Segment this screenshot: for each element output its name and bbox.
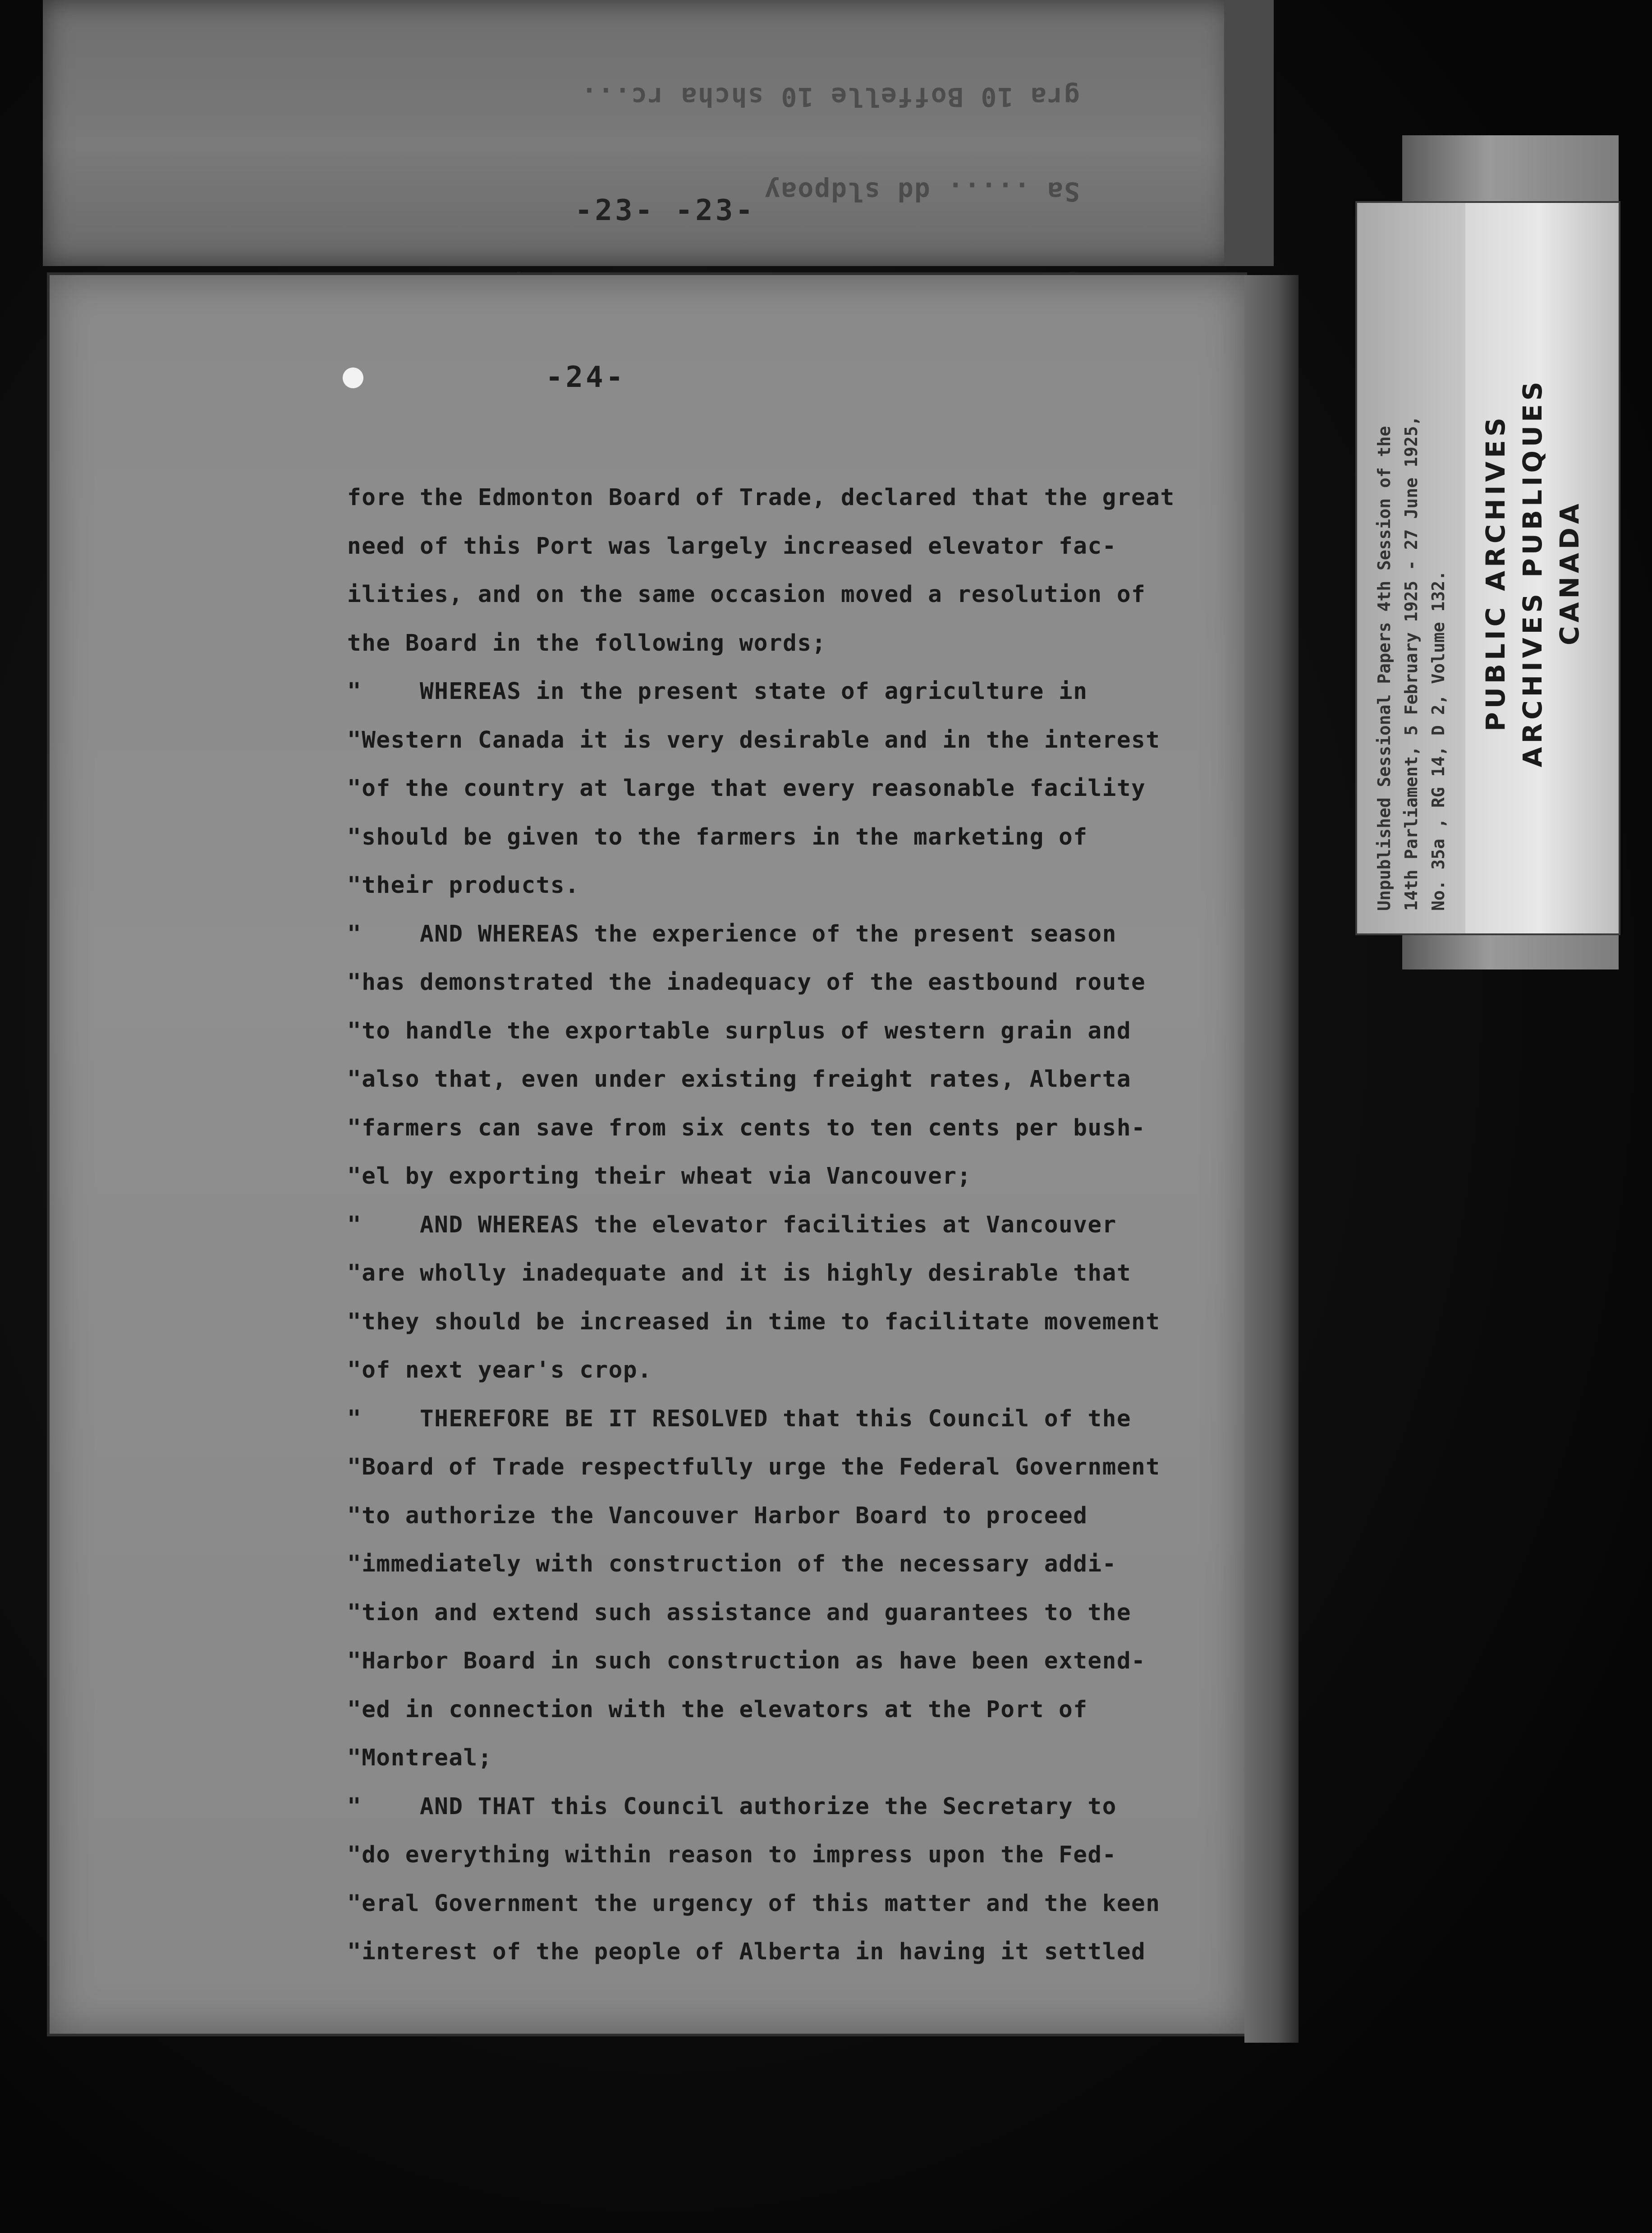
text-line: "they should be increased in time to facilitate movement [347, 1308, 1161, 1335]
text-line: "ed in connection with the elevators at the Port of [347, 1696, 1088, 1723]
text-line: "Harbor Board in such construction as have been extend- [347, 1648, 1146, 1674]
text-line: "of next year's crop. [347, 1357, 652, 1383]
reference-line: No. 35a , RG 14, D 2, Volume 132. [1428, 570, 1448, 911]
archive-title-line: CANADA [1554, 500, 1585, 645]
text-line: "immediately with construction of the necessary addi- [347, 1551, 1117, 1577]
text-line: "tion and extend such assistance and guarantees to the [347, 1599, 1132, 1626]
page-number: -24- [546, 361, 626, 394]
text-line: "are wholly inadequate and it is highly desirable that [347, 1260, 1132, 1287]
page-edge-shadow [1224, 0, 1274, 266]
previous-page-number: -23- -23- [575, 194, 756, 227]
text-line: "also that, even under existing freight rates, Alberta [347, 1066, 1132, 1093]
text-line: "eral Government the urgency of this matter and the keen [347, 1890, 1161, 1917]
document-page [50, 275, 1244, 2034]
text-line: need of this Port was largely increased elevator fac- [347, 533, 1117, 560]
archive-title-line: ARCHIVES PUBLIQUES [1517, 378, 1548, 767]
text-line: "of the country at large that every reasonable facility [347, 775, 1146, 802]
text-line: "farmers can save from six cents to ten cents per bush- [347, 1114, 1146, 1141]
text-line: "to authorize the Vancouver Harbor Board to proceed [347, 1502, 1088, 1529]
bleed-line: gra 10 Boffelle 10 shcha rc... [580, 82, 1080, 112]
text-line: ilities, and on the same occasion moved a resolution of [347, 581, 1146, 608]
text-line: fore the Edmonton Board of Trade, declared that the great [347, 484, 1175, 511]
previous-page-strip [43, 0, 1233, 266]
typewritten-text [347, 473, 1231, 1976]
reference-line: 14th Parliament, 5 February 1925 - 27 June 1925, [1401, 415, 1421, 911]
bleed-line: Sa ..... dd sldpoay [763, 176, 1080, 207]
reference-line: Unpublished Sessional Papers 4th Session of the [1374, 426, 1394, 911]
text-line: " AND THAT this Council authorize the Secretary to [347, 1793, 1117, 1820]
archive-title-line: PUBLIC ARCHIVES [1480, 414, 1511, 731]
punch-hole [343, 368, 363, 388]
text-line: "their products. [347, 872, 580, 899]
text-line: " AND WHEREAS the elevator facilities at Vancouver [347, 1211, 1117, 1238]
text-line: "Board of Trade respectfully urge the Federal Government [347, 1454, 1161, 1480]
text-line: " AND WHEREAS the experience of the present season [347, 920, 1117, 947]
text-line: "interest of the people of Alberta in having it settled [347, 1939, 1146, 1965]
text-line: "has demonstrated the inadequacy of the eastbound route [347, 969, 1146, 996]
text-line: the Board in the following words; [347, 629, 826, 657]
archive-label-text [1371, 234, 1605, 911]
text-line: "Western Canada it is very desirable and in the interest [347, 726, 1161, 754]
page-edge-shadow [1244, 275, 1299, 2043]
archive-title [1477, 234, 1588, 911]
text-line: " THEREFORE BE IT RESOLVED that this Council of the [347, 1405, 1132, 1432]
text-line: " WHEREAS in the present state of agriculture in [347, 678, 1088, 705]
text-line: "Montreal; [347, 1745, 493, 1771]
text-line: "el by exporting their wheat via Vancouver; [347, 1163, 972, 1190]
text-line: "do everything within reason to impress upon the Fed- [347, 1842, 1117, 1868]
text-line: "to handle the exportable surplus of western grain and [347, 1017, 1132, 1044]
text-line: "should be given to the farmers in the marketing of [347, 823, 1088, 850]
